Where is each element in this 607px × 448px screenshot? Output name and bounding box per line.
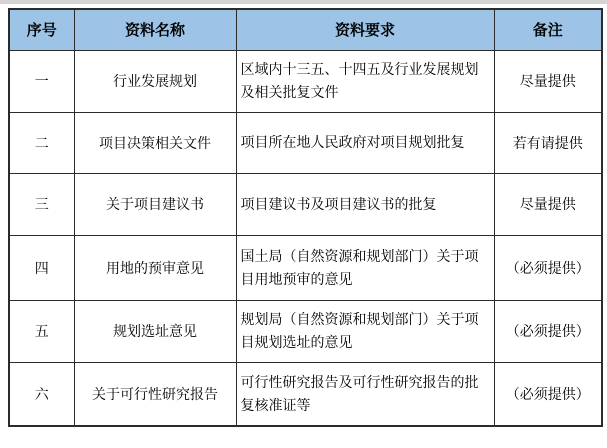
cell-requirement: 项目建议书及项目建议书的批复	[236, 173, 494, 235]
cell-number: 五	[9, 300, 74, 362]
cell-requirement: 可行性研究报告及可行性研究报告的批复核准证等	[236, 362, 494, 426]
window-top-strip	[0, 0, 607, 4]
cell-name: 规划选址意见	[74, 300, 236, 362]
table-row	[9, 112, 602, 173]
col-header-name: 资料名称	[74, 9, 236, 50]
header-row	[9, 9, 602, 50]
cell-name: 项目决策相关文件	[74, 112, 236, 173]
cell-note: 尽量提供	[494, 173, 602, 235]
table-row	[9, 362, 602, 426]
col-header-number: 序号	[9, 9, 74, 50]
cell-requirement: 规划局（自然资源和规划部门）关于项目规划选址的意见	[236, 300, 494, 362]
cell-number: 二	[9, 112, 74, 173]
cell-name: 用地的预审意见	[74, 235, 236, 300]
col-header-requirement: 资料要求	[236, 9, 494, 50]
cell-note: （必须提供）	[494, 362, 602, 426]
cell-number: 三	[9, 173, 74, 235]
cell-note: 若有请提供	[494, 112, 602, 173]
cell-number: 四	[9, 235, 74, 300]
cell-name: 行业发展规划	[74, 50, 236, 112]
table-row	[9, 173, 602, 235]
cell-note: （必须提供）	[494, 300, 602, 362]
table-row	[9, 50, 602, 112]
col-header-note: 备注	[494, 9, 602, 50]
table-row	[9, 235, 602, 300]
materials-requirements-table	[8, 8, 603, 427]
cell-name: 关于项目建议书	[74, 173, 236, 235]
cell-note: 尽量提供	[494, 50, 602, 112]
cell-name: 关于可行性研究报告	[74, 362, 236, 426]
cell-requirement: 国土局（自然资源和规划部门）关于项目用地预审的意见	[236, 235, 494, 300]
cell-number: 六	[9, 362, 74, 426]
cell-requirement: 区域内十三五、十四五及行业发展规划及相关批复文件	[236, 50, 494, 112]
table-row	[9, 300, 602, 362]
cell-requirement: 项目所在地人民政府对项目规划批复	[236, 112, 494, 173]
cell-note: （必须提供）	[494, 235, 602, 300]
cell-number: 一	[9, 50, 74, 112]
